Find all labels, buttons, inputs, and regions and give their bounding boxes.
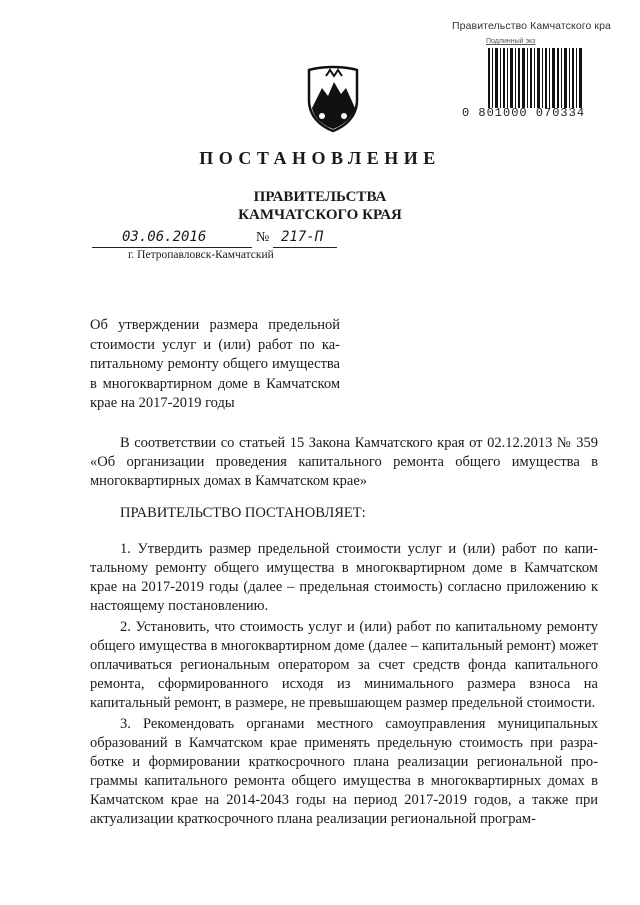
stamp-organization: Правительство Камчатского кра: [452, 20, 612, 32]
resolve-section: [90, 504, 598, 523]
document-title: ПОСТАНОВЛЕНИЕ: [199, 148, 441, 168]
barcode-icon: [488, 48, 584, 108]
barcode-number: 0 801000 070334: [462, 106, 586, 120]
list-item: 1. Утвердить размер предельной стоимости услуг и (или) работ по капитальному ремонту общего имущества в многоквартирном доме в Камчатском крае на 2017-2019 годы (далее – предельная стоимость) согласно приложению к настоящему постановлению.: [90, 541, 598, 614]
issuer-line-2: КАМЧАТСКОГО КРАЯ: [238, 207, 402, 223]
items-section: [90, 540, 598, 831]
issuer-name: [0, 188, 640, 224]
kamchatka-coat-of-arms-icon: [304, 64, 362, 134]
stamp-sub-label: Подлинный экз: [486, 38, 536, 45]
list-item: 2. Установить, что стоимость услуг и (или) работ по капитальному ремонту общего имущества в многоквартирном доме (далее – капитальный ремонт) может оплачиваться региональным оператором за счет средств фонда капитального ремонта, сформированного исходя из минимального размера взноса на капитальный ремонт, в размере, не превышающем размер предельной стоимости.: [90, 619, 598, 711]
number-sign: №: [256, 230, 270, 245]
issuer-line-1: ПРАВИТЕЛЬСТВА: [253, 189, 387, 205]
document-date: 03.06.2016: [122, 229, 207, 245]
number-field: [273, 229, 337, 248]
resolve-heading: ПРАВИТЕЛЬСТВО ПОСТАНОВЛЯЕТ:: [120, 505, 366, 521]
document-subject: Об утверждении размера предельной стоимости услуг и (или) работ по капитальному ремонту общего имущества в многоквартирном доме в Камчатском крае на 2017-2019 годы: [90, 317, 340, 411]
date-field: [92, 229, 252, 248]
list-item: 3. Рекомендовать органами местного самоуправления муниципальных образований в Камчатском крае применять предельную стоимость при разработке и формировании краткосрочного плана реализации региональной программы капитального ремонта общего имущества в многоквартирных домах в Камчатском крае на 2014-2043 годы на период 2017-2019 годов, а также при актуализации краткосрочного плана реализации региональной програм-: [90, 716, 598, 827]
intro-paragraph: В соответствии со статьей 15 Закона Камчатского края от 02.12.2013 № 359 «Об организации проведения капитального ремонта общего имущества в многоквартирных домах в Камчатском крае»: [90, 435, 598, 489]
intro-section: [90, 434, 598, 491]
city-label: г. Петропавловск-Камчатский: [128, 249, 274, 261]
document-number: 217-П: [281, 229, 324, 245]
